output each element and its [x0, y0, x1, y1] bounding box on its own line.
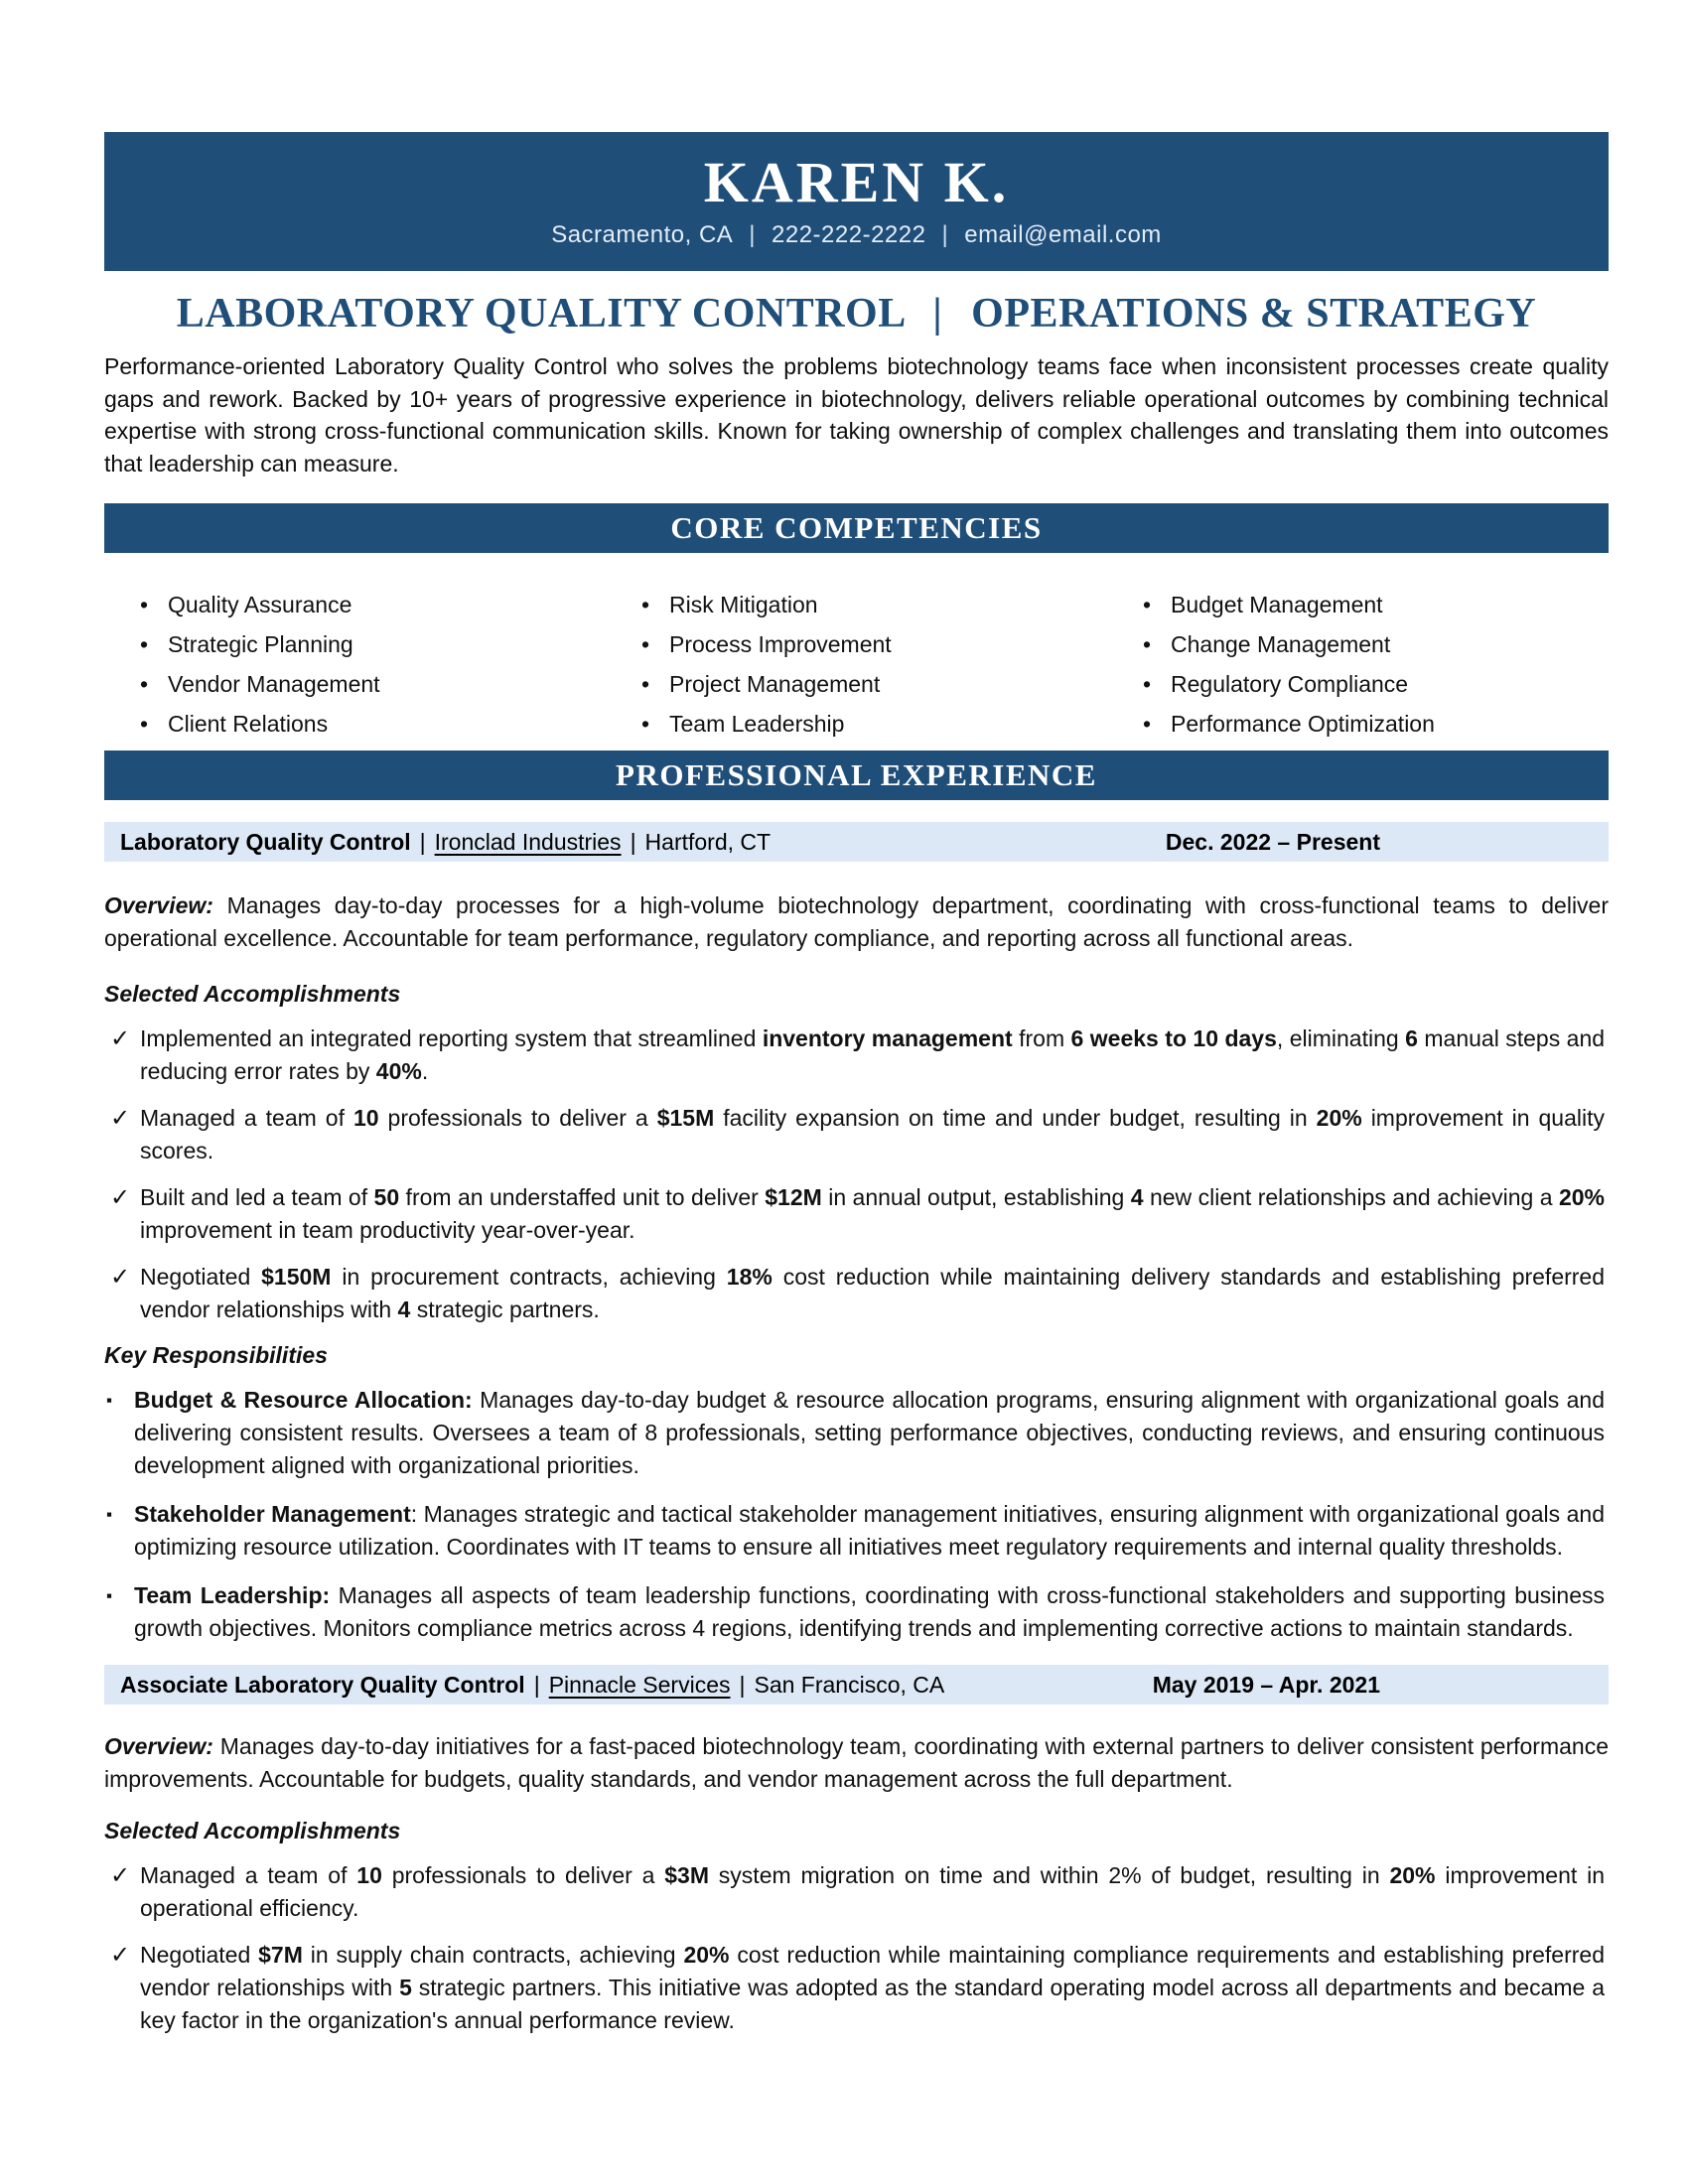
competency-label: Strategic Planning: [168, 631, 353, 657]
responsibility-text: Team Leadership: Manages all aspects of team leadership functions, coordinating with cross-functional stakeholders and supporting business growth objectives. Monitors compliance metrics across 4 regions, identifying trends and implementing corrective actions to maintain standards.: [134, 1582, 1605, 1641]
competency-item: [635, 589, 1137, 621]
competency-label: Project Management: [669, 671, 881, 697]
competency-item: [134, 708, 635, 741]
bullet-dot-icon: •: [140, 631, 149, 657]
responsibility-item: [104, 1384, 1609, 1482]
competency-item: [1137, 668, 1609, 701]
competency-label: Quality Assurance: [168, 592, 352, 617]
contact-phone: 222-222-2222: [772, 221, 926, 248]
subsection-heading-responsibilities: Key Responsibilities: [104, 1342, 328, 1368]
job-dates: Dec. 2022 – Present: [1165, 828, 1380, 855]
checkmark-icon: ✓: [110, 1025, 131, 1052]
pipe-separator: |: [749, 221, 757, 248]
bullet-dot-icon: •: [641, 711, 650, 737]
job-company: Pinnacle Services: [548, 1671, 731, 1698]
candidate-name: KAREN K.: [703, 150, 1010, 214]
bullet-dot-icon: •: [1143, 711, 1152, 737]
headline-title: [104, 289, 1609, 339]
overview-label: Overview:: [104, 1733, 213, 1759]
checkmark-icon: ✓: [110, 1184, 131, 1211]
job-overview: [104, 1730, 1609, 1796]
checkmark-icon: ✓: [110, 1264, 131, 1291]
bullet-dot-icon: •: [140, 671, 149, 697]
overview-text: Manages day-to-day initiatives for a fast-paced biotechnology team, coordinating with external partners to deliver consistent performance improvements. Accountable for budgets, quality standards, and vendor management across the full department.: [104, 1733, 1609, 1792]
job-header-bar: [104, 822, 1609, 862]
job-company: Ironclad Industries: [434, 828, 622, 855]
headline-right: OPERATIONS & STRATEGY: [971, 291, 1537, 337]
competency-item: [134, 668, 635, 701]
responsibility-text: Stakeholder Management: Manages strategic and tactical stakeholder management initiatives, ensuring alignment with organizational goals and optimizing resource utilization. Coordinates with IT teams to ensure all initiatives meet regulatory requirements and internal quality thresholds.: [134, 1501, 1605, 1560]
headline-left: LABORATORY QUALITY CONTROL: [176, 291, 905, 337]
contact-email: email@email.com: [964, 221, 1162, 248]
accomplishment-text: Managed a team of 10 professionals to deliver a $3M system migration on time and within 2% of budget, resulting in 20% improvement in operational efficiency.: [140, 1862, 1605, 1921]
overview-text: Manages day-to-day processes for a high-volume biotechnology department, coordinating with cross-functional teams to deliver operational excellence. Accountable for team performance, regulatory compliance, and reporting across all functional areas.: [104, 892, 1610, 951]
bullet-dot-icon: •: [140, 592, 149, 617]
job-overview: [104, 889, 1609, 955]
pipe-separator: |: [739, 1671, 746, 1698]
accomplishment-text: Negotiated $7M in supply chain contracts, achieving 20% cost reduction while maintaining compliance requirements and establishing preferred vendor relationships with 5 strategic partners. This initiative was adopted as the standard operating model across all departments and became a key factor in the organization's annual performance review.: [140, 1942, 1606, 2033]
competency-item: [1137, 708, 1609, 741]
competency-item: [134, 628, 635, 661]
square-bullet-icon: ▪: [106, 1391, 113, 1410]
accomplishment-text: Built and led a team of 50 from an understaffed unit to deliver $12M in annual output, establishing 4 new client relationships and achieving a 20% improvement in team productivity year-over-year.: [140, 1184, 1605, 1243]
responsibility-list: [104, 1384, 1609, 1645]
accomplishment-list: [104, 1023, 1609, 1326]
competency-label: Team Leadership: [669, 711, 845, 737]
competency-label: Process Improvement: [669, 631, 892, 657]
bullet-dot-icon: •: [1143, 671, 1152, 697]
checkmark-icon: ✓: [110, 1942, 131, 1969]
pipe-separator: |: [932, 291, 943, 337]
job-location: San Francisco, CA: [754, 1671, 945, 1698]
section-heading: CORE COMPETENCIES: [670, 510, 1043, 545]
contact-line: [551, 221, 1162, 249]
contact-location: Sacramento, CA: [551, 221, 734, 248]
accomplishment-item: [104, 1023, 1609, 1088]
competency-item: [134, 589, 635, 621]
competency-label: Client Relations: [168, 711, 329, 737]
bullet-dot-icon: •: [140, 711, 149, 737]
subsection-heading-accomplishments: Selected Accomplishments: [104, 981, 401, 1007]
competency-label: Change Management: [1171, 631, 1391, 657]
competency-label: Regulatory Compliance: [1171, 671, 1409, 697]
job-role: Laboratory Quality Control: [120, 828, 411, 855]
section-heading: PROFESSIONAL EXPERIENCE: [616, 757, 1097, 792]
bullet-dot-icon: •: [641, 631, 650, 657]
checkmark-icon: ✓: [110, 1105, 131, 1132]
subsection-heading-accomplishments: Selected Accomplishments: [104, 1818, 401, 1843]
competency-item: [1137, 589, 1609, 621]
job-role: Associate Laboratory Quality Control: [120, 1671, 525, 1698]
responsibility-item: [104, 1498, 1609, 1564]
accomplishment-list: [104, 1859, 1609, 2037]
accomplishment-text: Implemented an integrated reporting system that streamlined inventory management from 6 weeks to 10 days, eliminating 6 manual steps and reducing error rates by 40%.: [140, 1025, 1606, 1084]
pipe-separator: |: [533, 1671, 540, 1698]
section-banner-core-competencies: [104, 503, 1609, 553]
competency-label: Risk Mitigation: [669, 592, 818, 617]
accomplishment-item: [104, 1181, 1609, 1247]
job-dates: May 2019 – Apr. 2021: [1152, 1671, 1380, 1698]
section-banner-professional-experience: [104, 751, 1609, 800]
pipe-separator: |: [419, 828, 426, 855]
competency-list: [134, 589, 1609, 741]
responsibility-text: Budget & Resource Allocation: Manages day-to-day budget & resource allocation programs, ensuring alignment with organizational goals and delivering consistent results. Oversees a team of 8 professionals, setting performance objectives, conducting reviews, and ensuring continuous development aligned with organizational priorities.: [134, 1387, 1605, 1478]
competency-label: Budget Management: [1171, 592, 1383, 617]
summary-paragraph: Performance-oriented Laboratory Quality Control who solves the problems biotechnology teams face when inconsistent processes create quality gaps and rework. Backed by 10+ years of progressive experience in biotechnology, delivers reliable operational outcomes by combining technical expertise with strong cross-functional communication skills. Known for taking ownership of complex challenges and translating them into outcomes that leadership can measure.: [104, 353, 1609, 477]
accomplishment-text: Negotiated $150M in procurement contracts, achieving 18% cost reduction while maintaining delivery standards and establishing preferred vendor relationships with 4 strategic partners.: [140, 1264, 1606, 1322]
competency-item: [635, 668, 1137, 701]
bullet-dot-icon: •: [1143, 631, 1152, 657]
bullet-dot-icon: •: [1143, 592, 1152, 617]
accomplishment-item: [104, 1261, 1609, 1326]
overview-label: Overview:: [104, 892, 213, 918]
accomplishment-item: [104, 1102, 1609, 1167]
competency-item: [635, 628, 1137, 661]
responsibility-item: [104, 1579, 1609, 1645]
square-bullet-icon: ▪: [106, 1505, 113, 1524]
bullet-dot-icon: •: [641, 592, 650, 617]
square-bullet-icon: ▪: [106, 1586, 113, 1605]
competency-label: Performance Optimization: [1171, 711, 1435, 737]
pipe-separator: |: [941, 221, 949, 248]
accomplishment-item: [104, 1859, 1609, 1925]
competency-item: [635, 708, 1137, 741]
competency-item: [1137, 628, 1609, 661]
accomplishment-text: Managed a team of 10 professionals to deliver a $15M facility expansion on time and under budget, resulting in 20% improvement in quality scores.: [140, 1105, 1605, 1163]
header-banner: [104, 132, 1609, 271]
bullet-dot-icon: •: [641, 671, 650, 697]
competency-label: Vendor Management: [168, 671, 380, 697]
accomplishment-item: [104, 1939, 1609, 2037]
checkmark-icon: ✓: [110, 1862, 131, 1889]
job-location: Hartford, CT: [644, 828, 772, 855]
job-header-bar: [104, 1665, 1609, 1705]
pipe-separator: |: [630, 828, 636, 855]
